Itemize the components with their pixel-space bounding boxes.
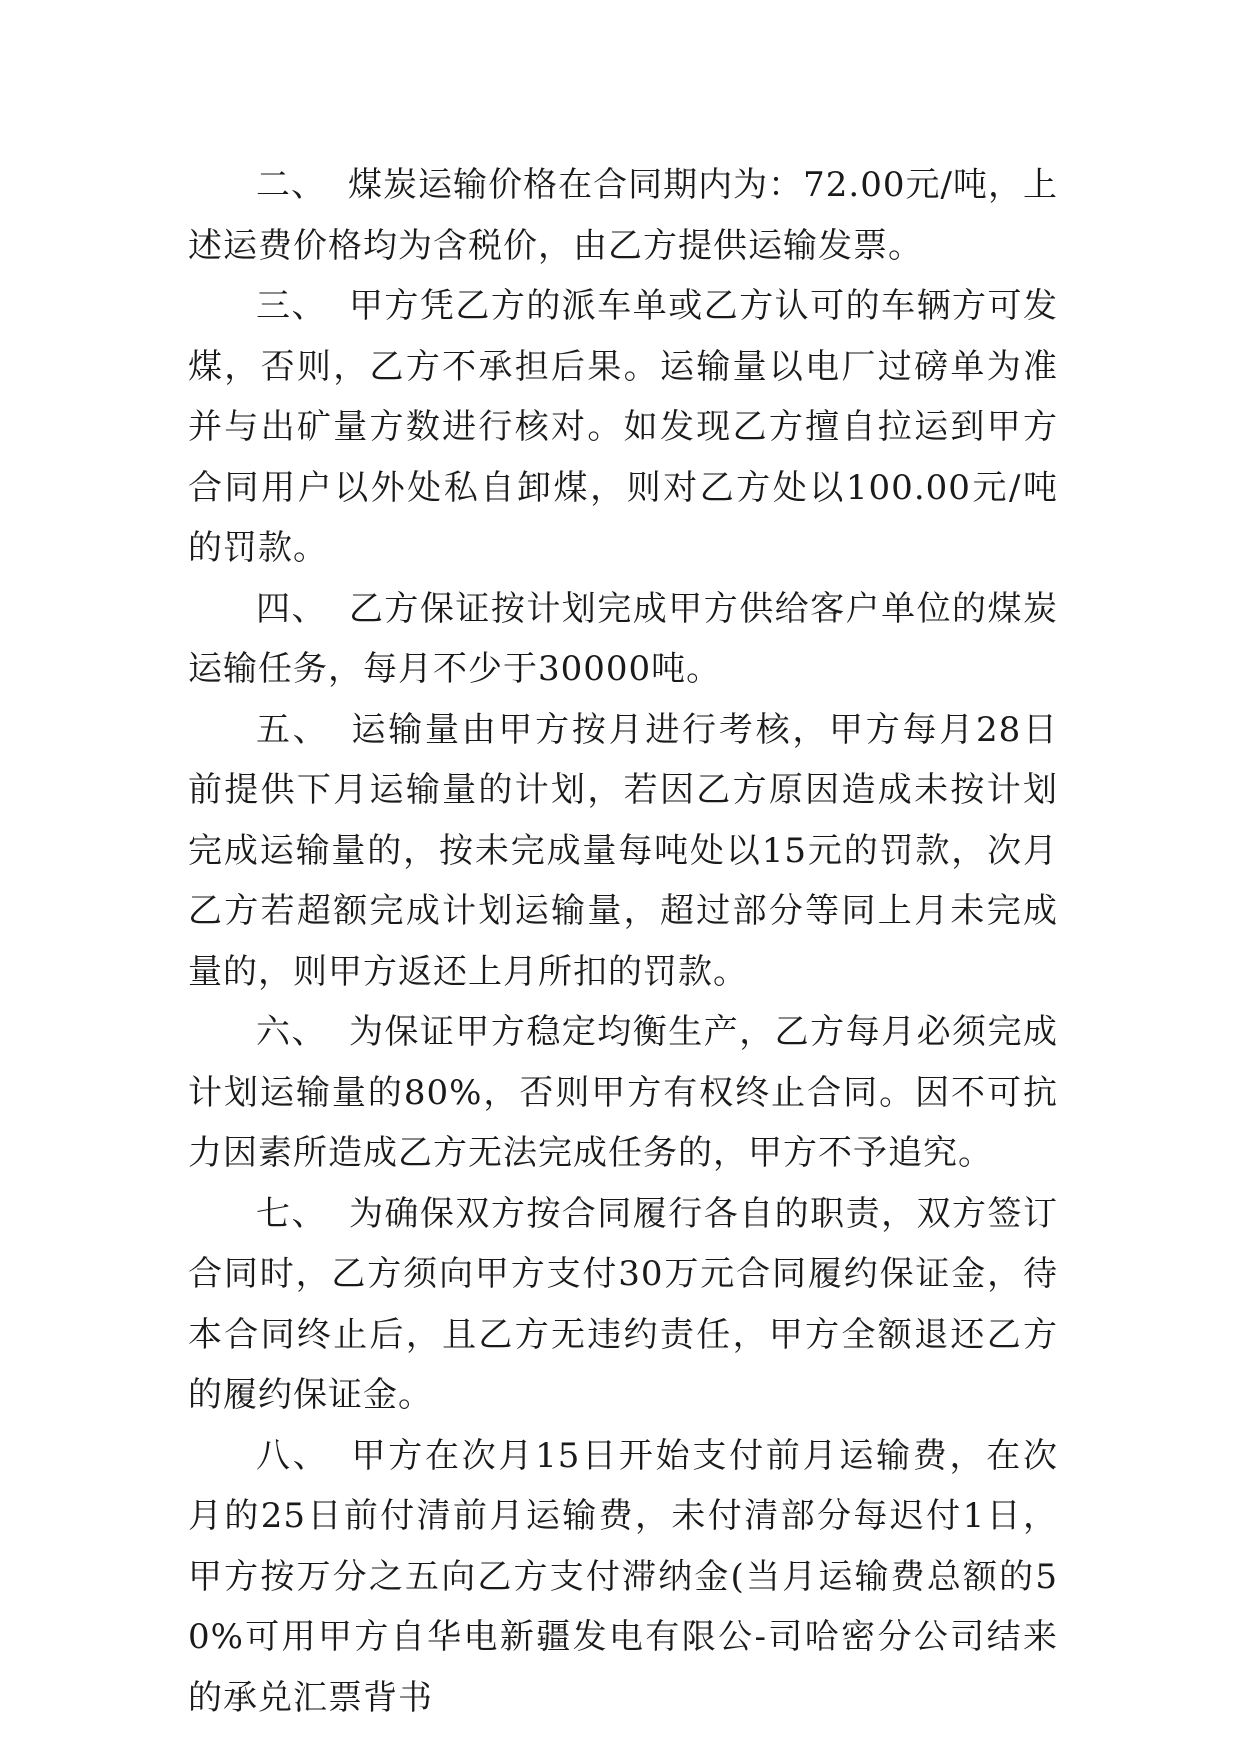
clause-text: 甲方在次月15日开始支付前月运输费，在次月的25日前付清前月运输费，未付清部分每迟付1日，甲方按万分之五向乙方支付滞纳金(当月运输费总额的50%可用甲方自华电新疆发电有限公-司哈密分公司结来的承兑汇票背书	[188, 1435, 1059, 1718]
clause-number: 六、	[256, 1012, 327, 1052]
clause-3	[188, 276, 1058, 579]
clause-text: 为确保双方按合同履行各自的职责，双方签订合同时，乙方须向甲方支付30万元合同履约保证金，待本合同终止后，且乙方无违约责任，甲方全额退还乙方的履约保证金。	[188, 1193, 1058, 1415]
clause-4	[188, 579, 1058, 700]
clause-2	[188, 155, 1058, 276]
clause-text: 甲方凭乙方的派车单或乙方认可的车辆方可发煤，否则，乙方不承担后果。运输量以电厂过磅单为准并与出矿量方数进行核对。如发现乙方擅自拉运到甲方合同用户以外处私自卸煤，则对乙方处以100.00元/吨的罚款。	[188, 286, 1058, 568]
clause-8	[188, 1426, 1058, 1729]
clause-7	[188, 1184, 1058, 1426]
clause-text: 煤炭运输价格在合同期内为：72.00元/吨，上述运费价格均为含税价，由乙方提供运输发票。	[188, 165, 1059, 266]
clause-text: 运输量由甲方按月进行考核，甲方每月28日前提供下月运输量的计划，若因乙方原因造成未按计划完成运输量的，按未完成量每吨处以15元的罚款，次月乙方若超额完成计划运输量，超过部分等同上月未完成量的，则甲方返还上月所扣的罚款。	[188, 709, 1059, 992]
clause-number: 七、	[256, 1193, 327, 1234]
clause-number: 五、	[256, 709, 330, 750]
clause-number: 四、	[256, 588, 327, 629]
clause-number: 三、	[256, 286, 327, 326]
clause-5	[188, 700, 1058, 1003]
clause-text: 乙方保证按计划完成甲方供给客户单位的煤炭运输任务，每月不少于30000吨。	[188, 588, 1058, 689]
clause-number: 八、	[256, 1435, 330, 1476]
clause-number: 二、	[256, 165, 327, 205]
clause-6	[188, 1002, 1058, 1184]
document-body	[188, 155, 1058, 1728]
clause-text: 为保证甲方稳定均衡生产，乙方每月必须完成计划运输量的80%，否则甲方有权终止合同。因不可抗力因素所造成乙方无法完成任务的，甲方不予追究。	[188, 1012, 1058, 1173]
